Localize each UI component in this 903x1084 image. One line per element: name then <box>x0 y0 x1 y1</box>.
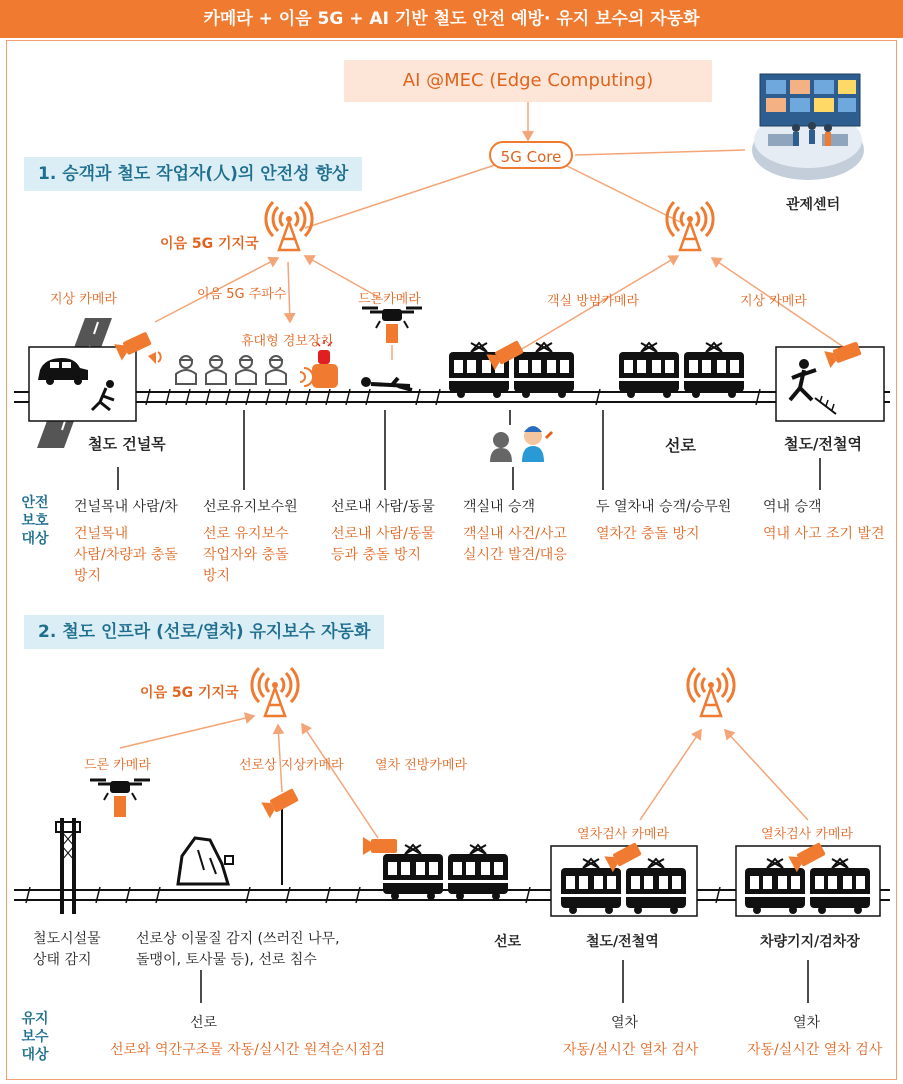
target-maintenance-worker <box>203 496 298 587</box>
target-train-2-purpose: 자동/실시간 열차 검사 <box>747 1042 883 1058</box>
target-crossing <box>74 496 178 587</box>
target-name: 객실내 승객 <box>463 499 536 515</box>
target-name: 두 열차내 승객/승무원 <box>596 499 732 515</box>
track-camera-label: 선로상 지상카메라 <box>239 758 344 773</box>
section1-title: 1. 승객과 철도 작업자(人)의 안전성 향상 <box>24 157 362 191</box>
section1-base-station-label: 이음 5G 기지국 <box>160 236 259 252</box>
portable-alarm-label: 휴대형 경보장치 <box>241 334 334 349</box>
target-name: 선로내 사람/동물 <box>331 499 435 515</box>
target-track-name: 선로 <box>190 1015 218 1031</box>
target-purpose: 열차간 충돌 방지 <box>596 526 700 542</box>
target-purpose: 선로 유지보수 작업자와 충돌 방지 <box>203 526 289 584</box>
frequency-label: 이음 5G 주파수 <box>197 287 287 302</box>
target-name: 역내 승객 <box>763 499 822 515</box>
station-label: 철도/전철역 <box>784 435 862 453</box>
depot-label: 차량기지/검차장 <box>760 934 860 950</box>
section2-base-station-label: 이음 5G 기지국 <box>140 685 239 701</box>
drone-camera-2-label: 드론 카메라 <box>84 758 151 773</box>
ground-camera-left-label: 지상 카메라 <box>50 292 117 307</box>
inspection-camera-2-label: 열차검사 카메라 <box>761 827 854 842</box>
target-station-passenger <box>763 496 885 545</box>
target-purpose: 건널목내 사람/차량과 충돌 방지 <box>74 526 178 584</box>
station-2-label: 철도/전철역 <box>586 934 659 950</box>
front-camera-label: 열차 전방카메라 <box>375 758 468 773</box>
crossing-label: 철도 건널목 <box>88 435 166 453</box>
track-2-label: 선로 <box>494 934 522 950</box>
control-center-label: 관제센터 <box>786 197 841 213</box>
target-train-1-purpose: 자동/실시간 열차 검사 <box>563 1042 699 1058</box>
facility-label: 철도시설물 상태 감지 <box>33 931 101 968</box>
cabin-camera-label: 객실 방범카메라 <box>547 294 640 309</box>
target-track-intruder <box>331 496 435 566</box>
target-name: 건널목내 사람/차 <box>74 499 178 515</box>
mec-box: AI @MEC (Edge Computing) <box>344 60 712 102</box>
target-track-purpose: 선로와 역간구조물 자동/실시간 원격순시점검 <box>110 1042 386 1058</box>
target-train-1-name: 열차 <box>611 1015 639 1031</box>
obstacle-label: 선로상 이물질 감지 (쓰러진 나무, 돌맹이, 토사물 등), 선로 침수 <box>136 931 340 968</box>
target-purpose: 객실내 사건/사고 실시간 발견/대응 <box>463 526 567 563</box>
drone-camera-label: 드론카메라 <box>358 292 421 307</box>
safety-target-label: 안전 보호 대상 <box>21 495 49 547</box>
target-two-trains <box>596 496 731 545</box>
ground-camera-right-label: 지상 카메라 <box>740 294 807 309</box>
section2-title: 2. 철도 인프라 (선로/열차) 유지보수 자동화 <box>24 615 384 649</box>
inspection-camera-1-label: 열차검사 카메라 <box>577 827 670 842</box>
target-purpose: 역내 사고 조기 발견 <box>763 526 885 542</box>
target-name: 선로유지보수원 <box>203 499 298 515</box>
5g-core-box: 5G Core <box>489 141 573 169</box>
page-header: 카메라 + 이음 5G + AI 기반 철도 안전 예방· 유지 보수의 자동화 <box>0 0 903 38</box>
track-label: 선로 <box>665 436 696 455</box>
maintenance-target-label: 유지 보수 대상 <box>21 1011 49 1063</box>
target-purpose: 선로내 사람/동물 등과 충돌 방지 <box>331 526 435 563</box>
target-cabin-passenger <box>463 496 567 566</box>
target-train-2-name: 열차 <box>793 1015 821 1031</box>
